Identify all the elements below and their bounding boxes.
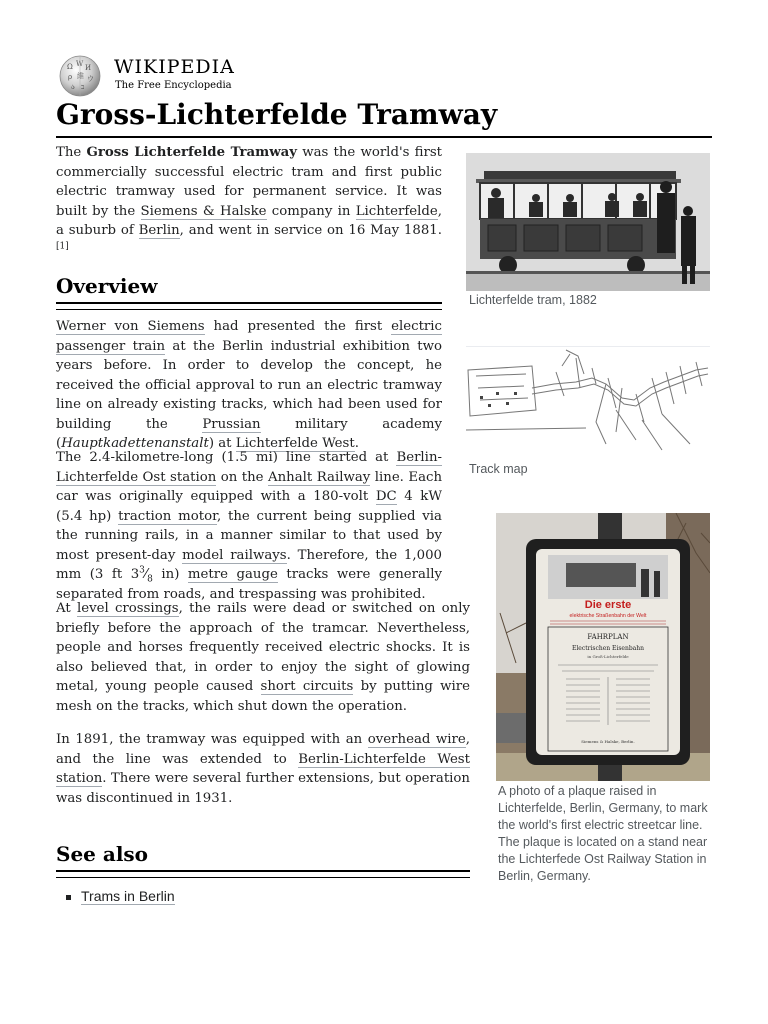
svg-text:ა: ა xyxy=(71,83,75,91)
svg-text:ウ: ウ xyxy=(87,75,94,83)
link-electric-passenger-train[interactable]: electric passenger train xyxy=(56,319,442,354)
link-traction-motor[interactable]: traction motor xyxy=(118,508,217,524)
plaque-photo-caption: A photo of a plaque raised in Lichterfelde, Berlin, Germany, to mark the world's first electric streetcar line. The plaque is located on a stand near the Lichterfede Ost Railway Station in Berlin, Germany. xyxy=(498,784,708,883)
see-also-list xyxy=(66,888,175,904)
plaque-subheadline: elektrische Straßenbahn der Welt xyxy=(569,613,647,619)
link-berlin[interactable]: Berlin xyxy=(138,223,180,238)
link-metre-gauge[interactable]: metre gauge xyxy=(187,567,278,582)
link-short-circuits[interactable]: short circuits xyxy=(260,679,354,694)
link-dc[interactable]: DC xyxy=(375,489,397,504)
link-level-crossings[interactable]: level crossings xyxy=(76,601,179,616)
figure-divider xyxy=(466,346,710,347)
link-overhead-wire[interactable]: overhead wire xyxy=(367,732,466,747)
link-lichterfelde-west[interactable]: Lichterfelde West xyxy=(235,436,355,451)
plaque-fahrplan: FAHRPLAN xyxy=(587,633,629,641)
link-lichterfelde[interactable]: Lichterfelde xyxy=(355,203,438,219)
link-trams-in-berlin[interactable]: Trams in Berlin xyxy=(81,888,175,904)
track-map-image[interactable] xyxy=(466,348,710,458)
section-divider xyxy=(56,870,470,878)
link-prussian[interactable]: Prussian xyxy=(202,416,261,432)
overview-paragraph-3: At level crossings, the rails were dead or switched on only briefly before the approach of the tramcar. Nevertheless, people and horses frequently received electric shocks. It is also believed that, in order to enjoy the sight of glowing metal, young people caused short circuits by putting wire mesh on the tracks, which shut down the operation. xyxy=(56,601,471,714)
overview-paragraph-1: Werner von Siemens had presented the first electric passenger train at the Berlin industrial exhibition two years before. In order to develop the concept, he received the official approval to run an electric tramway line on already existing tracks, which had been used for building the Prussian military academy (Hauptkadettenanstalt) at Lichterfelde West. xyxy=(56,319,442,451)
list-item xyxy=(66,888,175,904)
article-subject-bold: Gross Lichterfelde Tramway xyxy=(86,145,298,160)
link-werner-von-siemens[interactable]: Werner von Siemens xyxy=(56,319,205,334)
reference-link-1[interactable]: [1] xyxy=(56,241,69,252)
track-map-caption: Track map xyxy=(469,462,528,476)
plaque-line3: in Groß-Lichterfelde xyxy=(587,654,629,659)
plaque-line2: Electrischen Eisenbahn xyxy=(572,645,644,652)
tram-photo-caption: Lichterfelde tram, 1882 xyxy=(469,293,597,307)
wikipedia-tagline: The Free Encyclopedia xyxy=(115,80,232,91)
tram-photo[interactable] xyxy=(466,153,710,291)
plaque-headline: Die erste xyxy=(584,599,632,611)
svg-text:ρ: ρ xyxy=(68,73,73,81)
section-divider xyxy=(56,302,442,310)
svg-text:W: W xyxy=(76,60,84,68)
link-anhalt-railway[interactable]: Anhalt Railway xyxy=(268,469,371,485)
svg-text:Ω: Ω xyxy=(67,63,73,71)
link-lichterfelde-ost-station[interactable]: Berlin-Lichterfelde Ost station xyxy=(56,450,442,485)
title-divider xyxy=(56,136,712,138)
wikipedia-wordmark: WIKIPEDIA xyxy=(114,56,235,78)
svg-text:ב: ב xyxy=(81,83,85,91)
overview-paragraph-4: In 1891, the tramway was equipped with an overhead wire, and the line was extended to Berlin-Lichterfelde West station. There were several further extensions, but operation was discontinued in 1931. xyxy=(56,732,471,806)
section-heading-overview: Overview xyxy=(56,274,158,298)
svg-text:И: И xyxy=(85,64,92,72)
plaque-footer: Siemens & Halske, Berlin. xyxy=(581,739,635,744)
section-heading-see-also: See also xyxy=(56,842,149,866)
intro-paragraph: The Gross Lichterfelde Tramway was the world's first commercially successful electric tram and first public electric tramway used for permanent service. It was built by the Siemens & Halske company in Lichterfelde, a suburb of Berlin, and went in service on 16 May 1881.[1] xyxy=(56,145,443,252)
link-lichterfelde-west-station[interactable]: Berlin-Lichterfelde West station xyxy=(56,751,470,786)
bullet-icon xyxy=(66,895,71,900)
link-model-railways[interactable]: model railways xyxy=(182,547,287,563)
overview-paragraph-2: The 2.4-kilometre-long (1.5 mi) line started at Berlin-Lichterfelde Ost station on the Anhalt Railway line. Each car was originally equipped with a 180-volt DC 4 kW (5.4 hp) traction motor, the current being supplied via the running rails, in a manner similar to that used by most present-day model railways. Therefore, the 1,000 mm (3 ft $3^3⁄_8$ in) metre gauge tracks were generally separated from roads, and trespassing was prohibited. xyxy=(56,450,443,602)
svg-text:維: 維 xyxy=(77,72,84,80)
wikipedia-globe-logo[interactable] xyxy=(56,54,106,98)
plaque-photo[interactable] xyxy=(496,513,710,781)
page-title: Gross-Lichterfelde Tramway xyxy=(56,98,498,131)
link-siemens-halske[interactable]: Siemens & Halske xyxy=(140,203,267,219)
